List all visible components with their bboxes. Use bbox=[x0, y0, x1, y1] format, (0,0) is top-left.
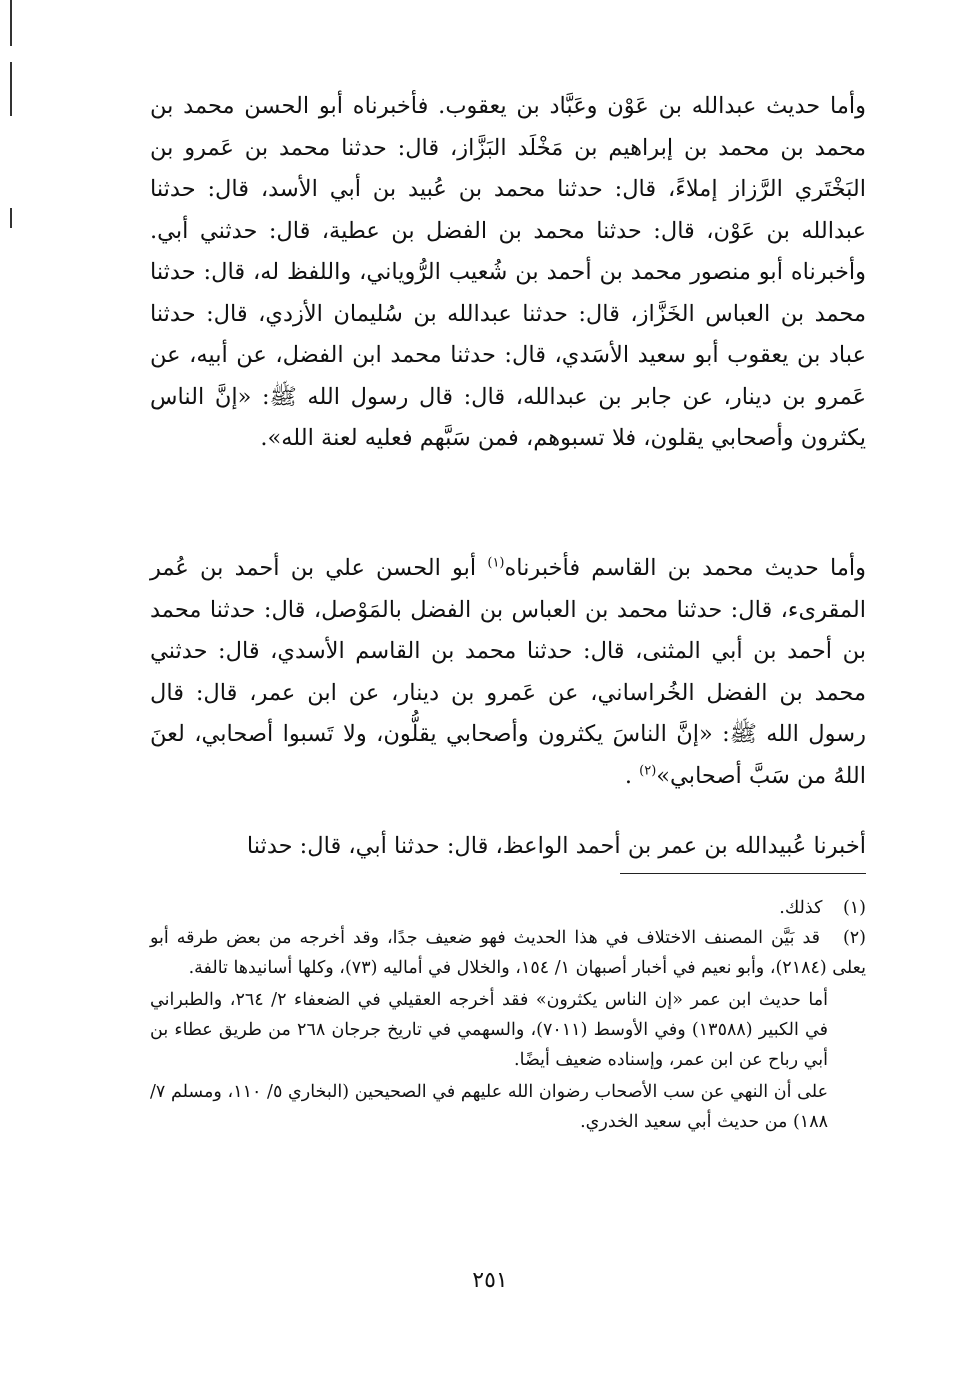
page-number: ٢٥١ bbox=[472, 1268, 508, 1293]
main-paragraph-1 bbox=[150, 86, 866, 460]
footnote-text: قد بَيَّن المصنف الاختلاف في هذا الحديث فهو ضعيف جدًا، وقد أخرجه من بعض طرقه أبو يعلى (٢١٨٤)، وأبو نعيم في أخبار أصبهان ١/ ١٥٤، والخلال في أماليه (٧٣)، وكلها أسانيدها تالفة. bbox=[150, 928, 866, 978]
footnote-ref-2: (٢) bbox=[639, 763, 657, 778]
paragraph-end: . bbox=[624, 762, 640, 789]
footnotes bbox=[150, 893, 866, 1137]
footnote-number: (١) bbox=[842, 898, 866, 918]
paragraph-text: أبو الحسن علي بن أحمد بن عُمر المقرىء، قال: حدثنا محمد بن العباس بن الفضل بالمَوْصل، قال: حدثنا محمد بن أحمد بن أبي المثنى، قال: حدثنا محمد بن القاسم الأسدي، قال: حدثني محمد بن الفضل الخُراساني، عن عَمرو بن دينار، عن ابن عمر، قال: قال رسول الله ﷺ: «إنَّ الناسَ يكثرون وأصحابي يقلُّون، ولا تَسبوا أصحابي، لعنَ اللهُ من سَبَّ أصحابي» bbox=[150, 555, 866, 789]
main-paragraph-2 bbox=[150, 548, 866, 797]
paragraph-text: وأما حديث محمد بن القاسم فأخبرناه bbox=[504, 555, 867, 581]
footnote-ref-1: (١) bbox=[487, 555, 505, 571]
footnote-2 bbox=[150, 923, 866, 983]
footnote-2-continuation: أما حديث ابن عمر «إن الناس يكثرون» فقد أخرجه العقيلي في الضعفاء ٢/ ٢٦٤، والطبراني في الكبير (١٣٥٨٨) وفي الأوسط (٧٠١١)، والسهمي في تاريخ جرجان ٢٦٨ من طريق عطاء بن أبي رباح عن ابن عمر، وإسناده ضعيف أيضًا. bbox=[150, 990, 828, 1070]
footnote-2-continuation: على أن النهي عن سب الأصحاب رضوان الله عليهم في الصحيحين (البخاري ٥/ ١١٠، ومسلم ٧/ ١٨٨) من حديث أبي سعيد الخدري. bbox=[150, 1082, 829, 1132]
paragraph-text: أخبرنا عُبيدالله بن عمر بن أحمد الواعظ، قال: حدثنا أبي، قال: حدثنا bbox=[246, 833, 866, 859]
scan-edge-mark bbox=[10, 208, 12, 228]
footnote-text: كذلك. bbox=[779, 898, 823, 918]
scan-edge-mark bbox=[10, 62, 12, 116]
scan-edge-mark bbox=[10, 0, 12, 46]
footnote-number: (٢) bbox=[842, 928, 866, 948]
footnote-1 bbox=[150, 893, 866, 923]
main-paragraph-3 bbox=[150, 826, 866, 868]
footnote-separator bbox=[620, 873, 866, 874]
paragraph-text: وأما حديث عبدالله بن عَوْن وعَبَّاد بن يعقوب. فأخبرناه أبو الحسن محمد بن محمد بن محمد بن إبراهيم بن مَخْلَد البَزَّاز، قال: حدثنا محمد بن عَمرو بن البَخْتَري الرَّزاز إملاءً، قال: حدثنا محمد بن عُبيد بن أبي الأسد، قال: حدثنا عبدالله بن عَوْن، قال: حدثنا محمد بن الفضل بن عطية، قال: حدثني أبي. وأخبرناه أبو منصور محمد بن أحمد بن شُعيب الرُّوياني، واللفظ له، قال: حدثنا محمد بن العباس الخَزَّاز، قال: حدثنا عبدالله بن سُليمان الأزدي، قال: حدثنا عباد بن يعقوب أبو سعيد الأسَدي، قال: حدثنا محمد ابن الفضل، عن أبيه، عن عَمرو بن دينار، عن جابر بن عبدالله، قال: قال رسول الله ﷺ: «إنَّ الناس يكثرون وأصحابي يقلون، فلا تسبوهم، فمن سَبَّهم فعليه لعنة الله». bbox=[150, 93, 866, 451]
